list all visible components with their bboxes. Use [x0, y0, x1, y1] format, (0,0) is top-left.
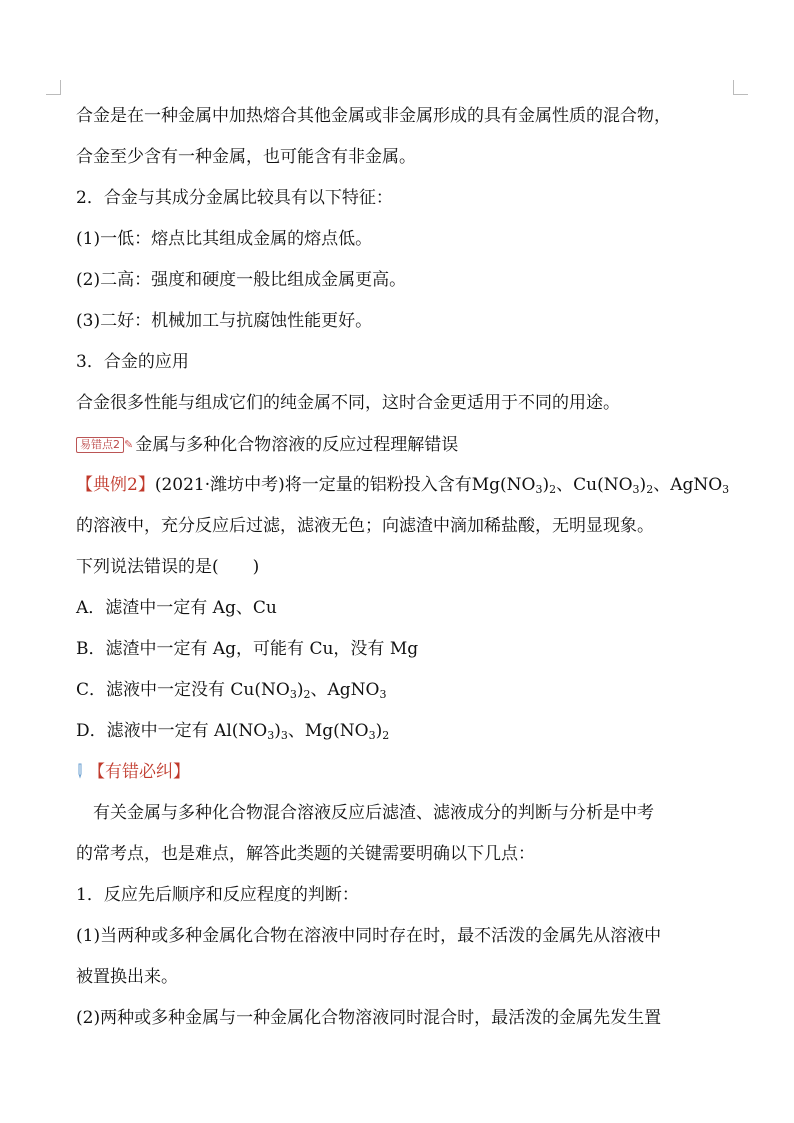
point1b-line-3: (2)两种或多种金属与一种金属化合物溶液同时混合时，最活泼的金属先发生置	[76, 1008, 662, 1028]
error-point-title: 金属与多种化合物溶液的反应过程理解错误	[135, 435, 459, 455]
point3-text: 合金很多性能与组成它们的纯金属不同，这时合金更适用于不同的用途。	[76, 393, 620, 413]
document-page	[76, 96, 728, 1039]
example-source: (2021·潍坊中考)	[154, 475, 285, 495]
example-line-1: 【典例2】(2021·潍坊中考)将一定量的铝粉投入含有$Mg(NO_3)_2$、$Cu(NO_3)_2$、AgNO$_3$	[76, 475, 730, 496]
example-line-3: 下列说法错误的是( )	[76, 557, 260, 577]
point2-item-1: (1)一低：熔点比其组成金属的熔点低。	[76, 229, 373, 249]
corner-mark-right	[733, 80, 748, 95]
formula-agno3: AgNO$_3$	[670, 475, 730, 496]
corner-mark-left	[46, 80, 61, 95]
point1b-line-1: (1)当两种或多种金属化合物在溶液中同时存在时，最不活泼的金属先从溶液中	[76, 926, 662, 946]
option-c: C．滤液中一定没有 $Cu(NO_3)_2$、AgNO$_3$	[76, 680, 387, 701]
intro-line-1: 合金是在一种金属中加热熔合其他金属或非金属形成的具有金属性质的混合物，	[76, 106, 671, 126]
error-point-heading	[76, 424, 728, 465]
point1b-title: 1．反应先后顺序和反应程度的判断：	[76, 885, 359, 905]
arrow-icon: ✎	[124, 438, 134, 451]
example-text: 将一定量的铝粉投入含有	[284, 475, 472, 495]
intro-line-2: 合金至少含有一种金属，也可能含有非金属。	[76, 147, 416, 167]
formula-cu-no3-2: $Cu(NO_3)_2$	[573, 475, 654, 496]
point1b-line-2: 被置换出来。	[76, 967, 178, 987]
example-label: 【典例2】	[76, 475, 155, 495]
option-c-prefix: C．滤液中一定没有	[76, 680, 226, 700]
notice-line-1: 有关金属与多种化合物混合溶液反应后滤渣、滤液成分的判断与分析是中考	[93, 803, 654, 823]
option-d: D．滤液中一定有 $Al(NO_3)_3$、$Mg(NO_3)_2$	[76, 721, 390, 742]
notice-line-2: 的常考点，也是难点，解答此类题的关键需要明确以下几点：	[76, 844, 535, 864]
point2-item-2: (2)二高：强度和硬度一般比组成金属更高。	[76, 270, 407, 290]
option-a: A．滤渣中一定有 Ag、Cu	[76, 598, 277, 618]
option-d-prefix: D．滤液中一定有	[76, 721, 209, 741]
notice-label: 【有错必纠】	[88, 762, 190, 782]
point2-title: 2．合金与其成分金属比较具有以下特征：	[76, 188, 393, 208]
notice-heading	[76, 752, 728, 793]
option-b: B．滤渣中一定有 Ag，可能有 Cu，没有 Mg	[76, 639, 419, 659]
point3-title: 3．合金的应用	[76, 352, 189, 372]
error-point-tag: 易错点2	[76, 437, 124, 453]
formula-mg-no3-2: $Mg(NO_3)_2$	[471, 475, 557, 496]
point2-item-3: (3)二好：机械加工与抗腐蚀性能更好。	[76, 311, 373, 331]
pen-icon	[76, 763, 84, 779]
example-line-2: 的溶液中，充分反应后过滤，滤液无色；向滤渣中滴加稀盐酸，无明显现象。	[76, 516, 654, 536]
